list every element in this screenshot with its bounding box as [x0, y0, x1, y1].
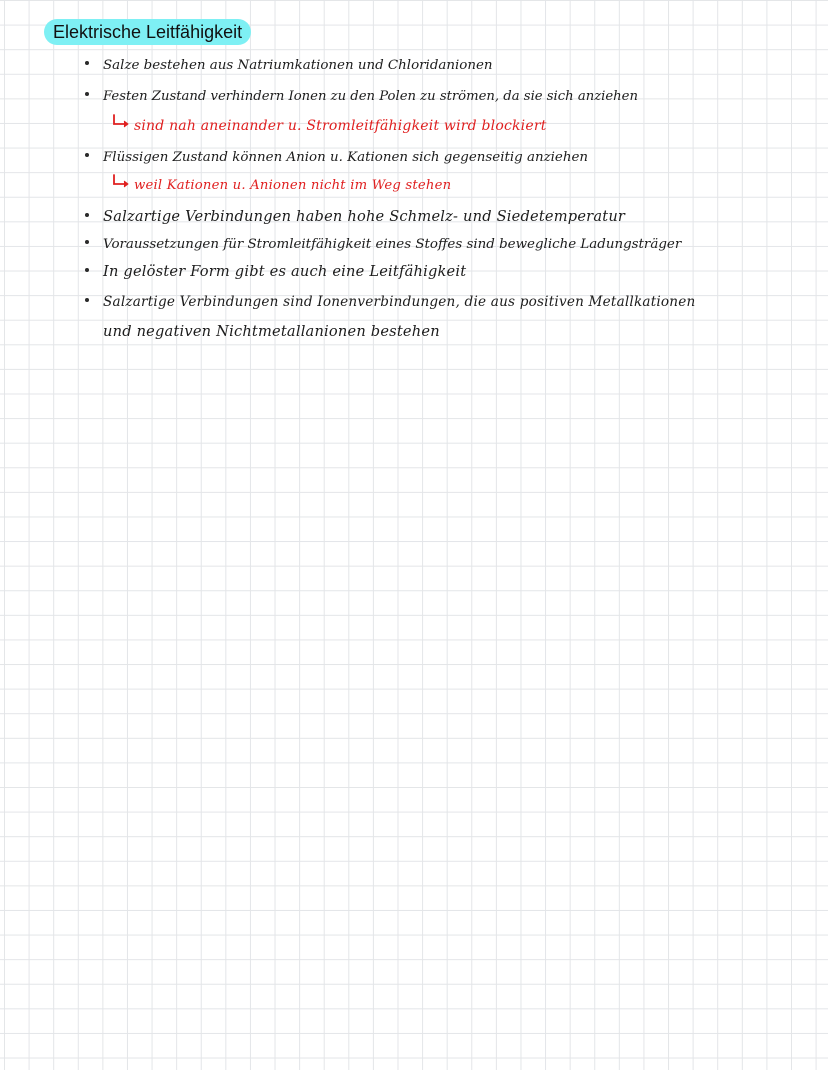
note-line-5: Voraussetzungen für Stromleitfähigkeit eines Stoffes sind bewegliche Ladungsträger — [103, 237, 682, 252]
note-line-7: Salzartige Verbindungen sind Ionenverbindungen, die aus positiven Metallkationen — [103, 294, 696, 310]
bullet-dot — [85, 298, 89, 302]
bullet-dot — [85, 213, 89, 217]
note-line-2: Festen Zustand verhindern Ionen zu den Polen zu strömen, da sie sich anziehen — [103, 89, 638, 104]
note-line-7-continued: und negativen Nichtmetallanionen bestehen — [103, 323, 440, 340]
bullet-dot — [85, 240, 89, 244]
note-subline-2: sind nah aneinander u. Stromleitfähigkeit wird blockiert — [134, 118, 547, 134]
note-line-1: Salze bestehen aus Natriumkationen und Chloridanionen — [103, 58, 493, 73]
bullet-dot — [85, 268, 89, 272]
bullet-dot — [85, 92, 89, 96]
arrow-down-right-icon — [112, 114, 132, 128]
note-subline-3: weil Kationen u. Anionen nicht im Weg stehen — [134, 178, 452, 193]
note-line-3: Flüssigen Zustand können Anion u. Kationen sich gegenseitig anziehen — [103, 150, 589, 165]
arrow-down-right-icon — [112, 174, 132, 188]
note-line-4: Salzartige Verbindungen haben hohe Schmelz- und Siedetemperatur — [103, 208, 626, 225]
bullet-dot — [85, 153, 89, 157]
bullet-dot — [85, 61, 89, 65]
note-line-6: In gelöster Form gibt es auch eine Leitfähigkeit — [103, 263, 467, 280]
page-title: Elektrische Leitfähigkeit — [44, 19, 251, 45]
